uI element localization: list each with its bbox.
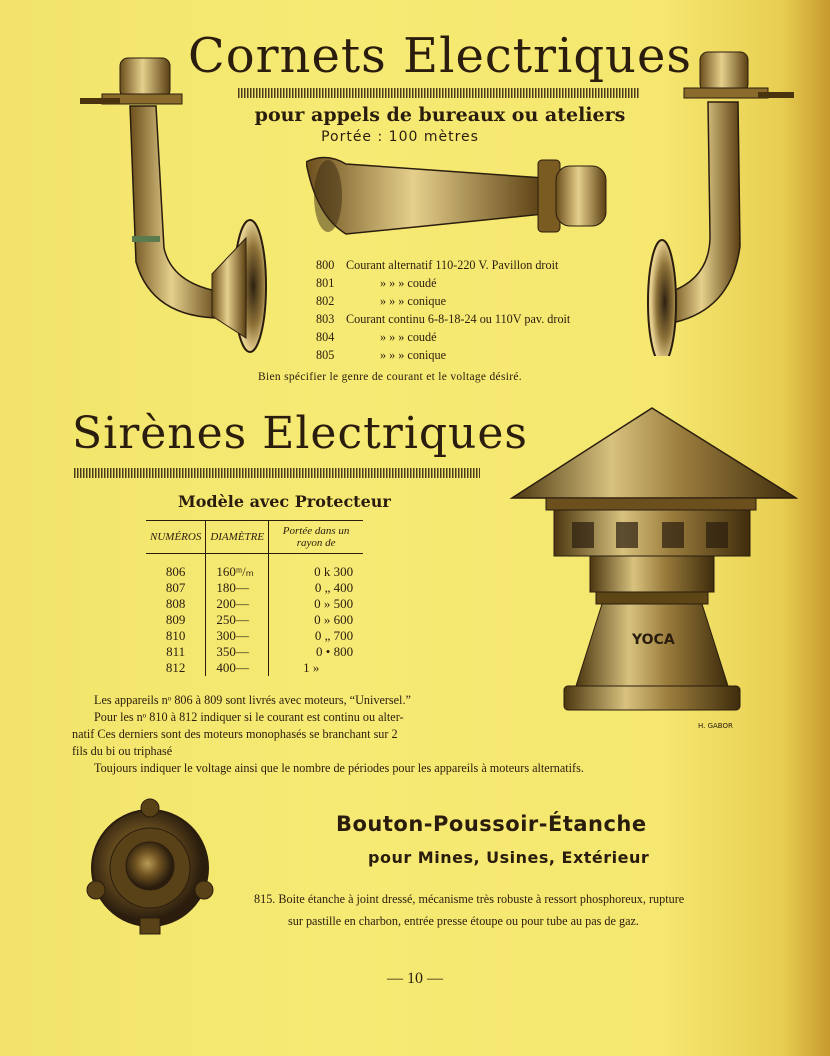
table-row (146, 644, 363, 660)
cornets-list-item (316, 258, 570, 276)
para-line: natif Ces derniers sont des moteurs monophasés se branchant sur 2 (72, 727, 398, 741)
cornets-list-item (316, 330, 570, 348)
item-number: 801 (316, 276, 335, 290)
table-row (146, 628, 363, 644)
table-row (146, 660, 363, 676)
item-number: 800 (316, 258, 335, 272)
item-description: Courant continu 6-8-18-24 ou 110V pav. droit (346, 312, 571, 326)
sirenes-subtitle: Modèle avec Protecteur (178, 492, 391, 511)
cell-portee: 1 » (303, 660, 320, 675)
sirenes-paragraph (72, 692, 672, 777)
cell-diametre: 160ᵐ/ₘ (206, 554, 269, 581)
table-row (146, 580, 363, 596)
cell-numero: 810 (146, 628, 206, 644)
item-description: Courant alternatif 110-220 V. Pavillon droit (346, 258, 559, 272)
sirenes-table (146, 520, 363, 676)
item-description: » » » coudé (380, 276, 437, 290)
cell-numero: 808 (146, 596, 206, 612)
table-row (146, 596, 363, 612)
table-row (146, 554, 363, 581)
bouton-subtitle: pour Mines, Usines, Extérieur (368, 848, 650, 867)
para-line: Les appareils nᵒ 806 à 809 sont livrés avec moteurs, “Universel.” (94, 693, 411, 707)
item-number: 804 (316, 330, 335, 344)
cell-portee: 0 k 300 (314, 564, 354, 579)
cornets-list-item (316, 312, 570, 330)
siren-illustration (506, 406, 798, 738)
cell-diametre: 300— (206, 628, 269, 644)
cornets-note: Bien spécifier le genre de courant et le voltage désiré. (258, 371, 522, 383)
item-description: » » » conique (380, 294, 447, 308)
cell-numero: 807 (146, 580, 206, 596)
cornets-list-item (316, 348, 570, 366)
cell-numero: 809 (146, 612, 206, 628)
cell-diametre: 400— (206, 660, 269, 676)
cell-portee: 0 „ 700 (314, 628, 354, 643)
table-row (146, 612, 363, 628)
item-description: » » » coudé (380, 330, 437, 344)
col-header-numeros: NUMÉROS (146, 521, 206, 554)
cell-numero: 811 (146, 644, 206, 660)
cell-portee: 0 » 600 (314, 612, 354, 627)
bent-horn-right-illustration (640, 46, 800, 356)
col-header-portee: Portée dans un rayon de (269, 521, 364, 554)
cell-portee: 0 » 500 (314, 596, 354, 611)
item-number: 805 (316, 348, 335, 362)
cell-diametre: 250— (206, 612, 269, 628)
para-line: Toujours indiquer le voltage ainsi que le nombre de périodes pour les appareils à moteurs alternatifs. (94, 761, 584, 775)
item-number: 803 (316, 312, 335, 326)
para-line: 815. Boite étanche à joint dressé, mécanisme très robuste à ressort phosphoreux, rupture (254, 892, 685, 906)
cell-portee: 0 „ 400 (314, 580, 354, 595)
para-line: Pour les nᵒ 810 à 812 indiquer si le courant est continu ou alter- (94, 710, 404, 724)
para-line: sur pastille en charbon, entrée presse étoupe ou pour tube au pas de gaz. (288, 914, 639, 928)
item-number: 802 (316, 294, 335, 308)
para-line: fils du bi ou triphasé (72, 744, 173, 758)
page-number: — 10 — (387, 970, 443, 987)
cornets-range: Portée : 100 mètres (321, 129, 479, 145)
cornets-list-item (316, 294, 570, 312)
cornets-title: Cornets Electriques (187, 28, 692, 84)
engraver-signature: H. GABOR (698, 722, 733, 730)
cornets-subtitle: pour appels de bureaux ou ateliers (254, 104, 626, 126)
sirenes-title-rule (74, 468, 480, 478)
bent-horn-left-illustration (72, 48, 282, 358)
cornets-list-item (316, 276, 570, 294)
siren-badge: YOCA (632, 632, 675, 648)
cell-numero: 806 (146, 554, 206, 581)
cornets-list (316, 258, 570, 366)
cell-portee: 0 • 800 (316, 644, 354, 659)
bouton-paragraph (254, 888, 794, 932)
item-description: » » » conique (380, 348, 447, 362)
cell-numero: 812 (146, 660, 206, 676)
cell-diametre: 200— (206, 596, 269, 612)
cell-diametre: 350— (206, 644, 269, 660)
push-button-illustration (86, 798, 214, 936)
sirenes-title: Sirènes Electriques (72, 408, 529, 459)
bouton-title: Bouton-Poussoir-Étanche (336, 812, 647, 836)
title-rule (238, 88, 640, 98)
straight-horn-illustration (306, 146, 616, 246)
cell-diametre: 180— (206, 580, 269, 596)
col-header-diametre: DIAMÈTRE (206, 521, 269, 554)
